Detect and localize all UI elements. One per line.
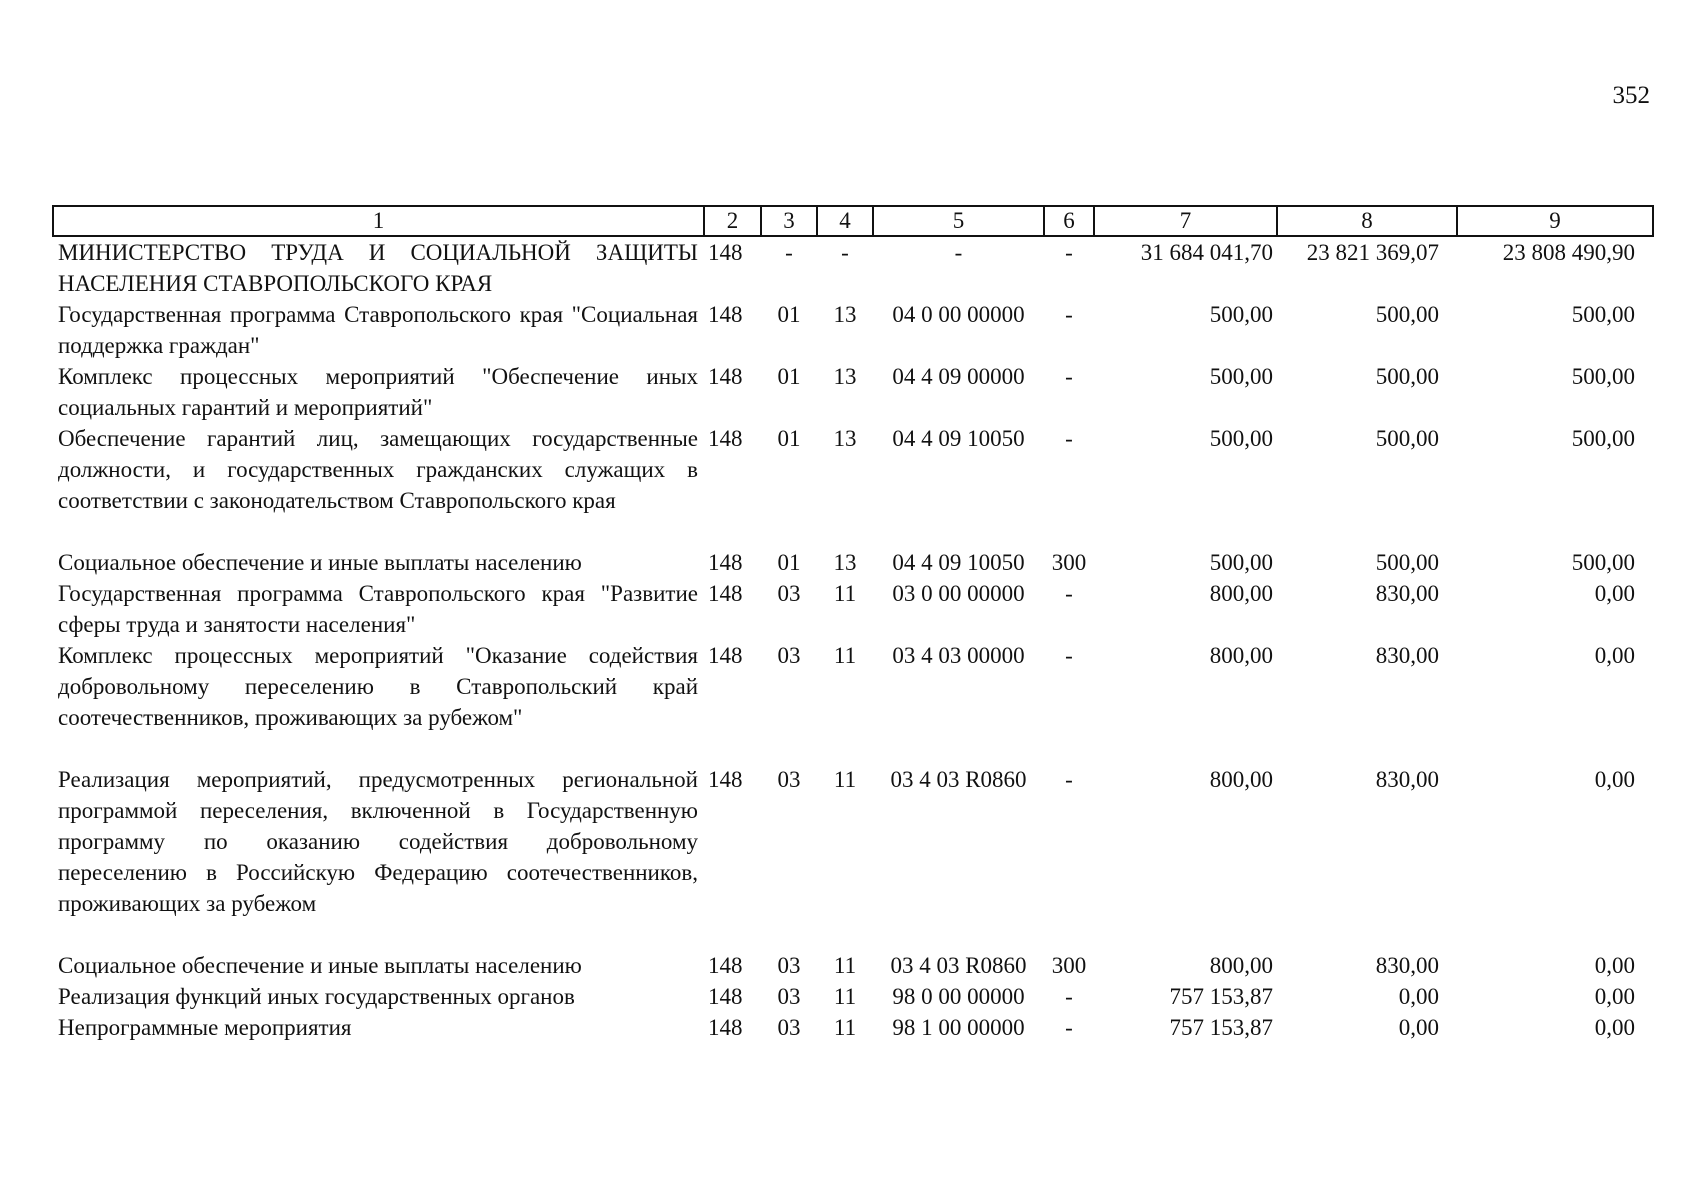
row-code-2: 148 [708,364,743,389]
row-amount-8: 0,00 [1398,984,1439,1009]
row-code-4: 13 [833,426,857,451]
row-code-3: 01 [777,364,801,389]
row-code-6: - [1065,643,1073,668]
row-code-4: - [841,240,849,265]
row-code-4: 11 [833,581,857,606]
row-code-3: 01 [777,426,801,451]
row-amount-8: 830,00 [1375,581,1439,606]
row-name: Реализация мероприятий, предусмотренных региональной программой переселения, включенной в Государственную программу по оказанию содействия добровольному переселению в Российскую Федерацию соотечественников, проживающих за рубежом [58,767,698,916]
row-code-3: 03 [777,581,801,606]
header-col-5: 5 [873,206,1044,236]
row-code-2: 148 [708,302,743,327]
table-row [53,423,1653,547]
row-code-5: 04 4 09 00000 [892,364,1025,389]
row-name: Социальное обеспечение и иные выплаты населению [58,953,582,978]
table-row [53,981,1653,1012]
row-name: Комплекс процессных мероприятий "Оказание содействия добровольному переселению в Ставропольский край соотечественников, проживающих за рубежом" [58,643,698,730]
row-amount-8: 500,00 [1375,364,1439,389]
page-number: 352 [1612,82,1650,109]
row-code-2: 148 [708,984,743,1009]
row-code-6: 300 [1051,550,1087,575]
table-row [53,764,1653,950]
header-col-3: 3 [761,206,817,236]
table-row [53,547,1653,578]
row-code-2: 148 [708,767,743,792]
row-amount-8: 500,00 [1375,426,1439,451]
budget-table-container [52,205,1652,1043]
row-amount-9: 0,00 [1594,984,1635,1009]
row-code-3: - [785,240,793,265]
row-code-3: 03 [777,984,801,1009]
row-code-5: 03 0 00 00000 [892,581,1025,606]
row-code-6: - [1065,767,1073,792]
row-code-6: - [1065,1015,1073,1040]
row-code-3: 01 [777,550,801,575]
row-code-4: 11 [833,643,857,668]
row-code-4: 11 [833,984,857,1009]
table-row [53,578,1653,640]
row-code-2: 148 [708,643,743,668]
row-name: Обеспечение гарантий лиц, замещающих государственные должности, и государственных гражданских служащих в соответствии с законодательством Ставропольского края [58,426,698,513]
row-code-2: 148 [708,426,743,451]
row-code-5: 04 4 09 10050 [892,550,1025,575]
row-code-6: - [1065,984,1073,1009]
table-row [53,640,1653,764]
row-code-6: - [1065,364,1073,389]
row-amount-7: 500,00 [1209,426,1273,451]
header-col-6: 6 [1044,206,1094,236]
row-code-6: - [1065,426,1073,451]
table-row [53,361,1653,423]
table-body [53,236,1653,1043]
row-amount-8: 830,00 [1375,767,1439,792]
row-code-3: 03 [777,643,801,668]
row-code-4: 13 [833,302,857,327]
row-code-5: 03 4 03 R0860 [890,953,1027,978]
row-code-6: 300 [1051,953,1087,978]
row-code-5: 03 4 03 R0860 [890,767,1027,792]
row-code-5: - [954,240,963,265]
row-amount-8: 830,00 [1375,643,1439,668]
row-code-2: 148 [708,550,743,575]
row-code-5: 03 4 03 00000 [892,643,1025,668]
header-col-9: 9 [1457,206,1653,236]
row-code-6: - [1065,581,1073,606]
row-amount-8: 0,00 [1398,1015,1439,1040]
row-code-2: 148 [708,240,743,265]
table-header [53,206,1653,236]
row-amount-7: 800,00 [1209,643,1273,668]
row-code-5: 98 0 00 00000 [892,984,1025,1009]
row-code-3: 03 [777,767,801,792]
row-code-4: 11 [833,953,857,978]
row-amount-9: 0,00 [1594,953,1635,978]
row-code-2: 148 [708,953,743,978]
header-col-7: 7 [1094,206,1277,236]
row-amount-8: 500,00 [1375,550,1439,575]
row-code-4: 11 [833,1015,857,1040]
row-amount-7: 800,00 [1209,581,1273,606]
row-code-2: 148 [708,1015,743,1040]
row-amount-7: 500,00 [1209,364,1273,389]
row-code-6: - [1065,302,1073,327]
header-col-4: 4 [817,206,873,236]
row-amount-8: 23 821 369,07 [1306,240,1439,265]
row-amount-8: 500,00 [1375,302,1439,327]
row-amount-7: 500,00 [1209,550,1273,575]
table-row [53,950,1653,981]
row-code-5: 04 4 09 10050 [892,426,1025,451]
table-row [53,236,1653,299]
row-amount-9: 500,00 [1571,426,1635,451]
row-name: МИНИСТЕРСТВО ТРУДА И СОЦИАЛЬНОЙ ЗАЩИТЫ НАСЕЛЕНИЯ СТАВРОПОЛЬСКОГО КРАЯ [58,240,698,296]
header-col-1: 1 [53,206,704,236]
row-amount-7: 500,00 [1209,302,1273,327]
row-amount-7: 31 684 041,70 [1140,240,1273,265]
row-amount-9: 0,00 [1594,1015,1635,1040]
table-row [53,1012,1653,1043]
row-code-5: 98 1 00 00000 [892,1015,1025,1040]
row-amount-9: 500,00 [1571,364,1635,389]
row-code-4: 13 [833,550,857,575]
row-amount-9: 0,00 [1594,581,1635,606]
row-amount-7: 800,00 [1209,953,1273,978]
row-code-2: 148 [708,581,743,606]
table-row [53,299,1653,361]
row-code-3: 03 [777,953,801,978]
row-amount-9: 500,00 [1571,302,1635,327]
row-amount-8: 830,00 [1375,953,1439,978]
row-name: Комплекс процессных мероприятий "Обеспечение иных социальных гарантий и мероприятий" [58,364,698,420]
row-code-4: 11 [833,767,857,792]
row-name: Государственная программа Ставропольского края "Социальная поддержка граждан" [58,302,698,358]
row-amount-7: 757 153,87 [1169,984,1273,1009]
row-amount-7: 800,00 [1209,767,1273,792]
header-col-2: 2 [704,206,761,236]
header-col-8: 8 [1277,206,1457,236]
row-code-6: - [1065,240,1073,265]
row-name: Социальное обеспечение и иные выплаты населению [58,550,582,575]
row-name: Реализация функций иных государственных органов [58,984,575,1009]
row-code-3: 01 [777,302,801,327]
row-name: Непрограммные мероприятия [58,1015,352,1040]
row-name: Государственная программа Ставропольского края "Развитие сферы труда и занятости населения" [58,581,698,637]
header-row [53,206,1653,236]
budget-table [52,205,1654,1043]
row-amount-9: 23 808 490,90 [1502,240,1635,265]
row-amount-9: 500,00 [1571,550,1635,575]
row-amount-7: 757 153,87 [1169,1015,1273,1040]
row-code-4: 13 [833,364,857,389]
row-amount-9: 0,00 [1594,643,1635,668]
row-code-3: 03 [777,1015,801,1040]
row-code-5: 04 0 00 00000 [892,302,1025,327]
row-amount-9: 0,00 [1594,767,1635,792]
